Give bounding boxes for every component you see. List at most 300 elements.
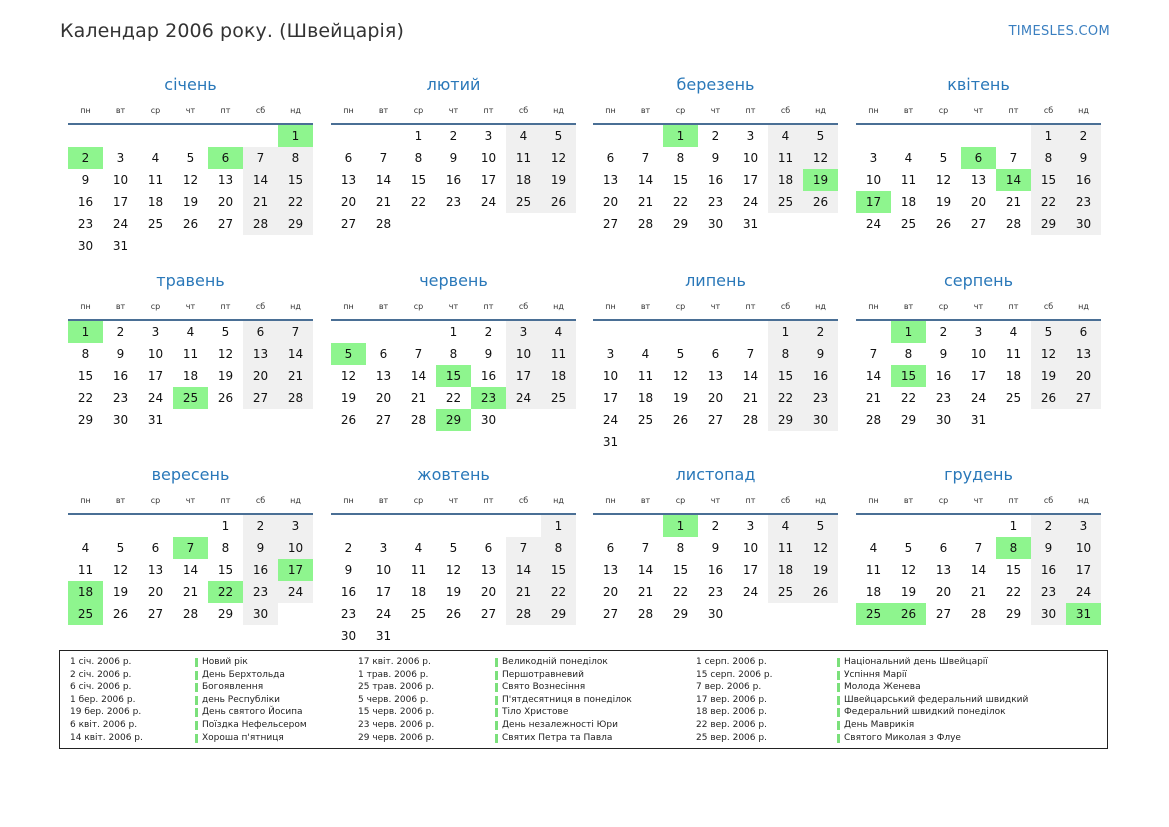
- day-cell: 8: [81, 347, 90, 361]
- day-cell: 5: [939, 151, 948, 165]
- month-name: червень: [419, 271, 488, 290]
- day-cell: 27: [1066, 387, 1101, 409]
- day-cell: 10: [742, 541, 759, 555]
- day-cell: 2: [939, 325, 948, 339]
- day-cell: 5: [221, 325, 230, 339]
- holiday-date: 5 черв. 2006 р.: [358, 694, 429, 705]
- weekday-label: вт: [640, 106, 651, 115]
- day-cell: 22: [541, 581, 576, 603]
- weekday-label: пн: [343, 496, 354, 505]
- day-cell: 24: [375, 607, 392, 621]
- weekday-label: нд: [815, 106, 826, 115]
- day-cell: 20: [340, 195, 357, 209]
- day-cell: 1: [414, 129, 423, 143]
- month-7: [593, 269, 838, 449]
- holiday-day-cell: 1: [891, 321, 926, 343]
- weekday-header: [68, 496, 313, 510]
- day-cell: 8: [278, 147, 313, 169]
- holiday-day-cell: 25: [856, 603, 891, 625]
- day-cell: 8: [676, 151, 685, 165]
- weekday-label: нд: [553, 106, 564, 115]
- holiday-name: П'ятдесятниця в понеділок: [502, 694, 632, 705]
- day-cell: 17: [112, 195, 129, 209]
- holiday-date: 1 січ. 2006 р.: [70, 657, 132, 667]
- weekday-label: пт: [1008, 106, 1019, 115]
- day-cell: 4: [541, 321, 576, 343]
- day-cell: 4: [768, 515, 803, 537]
- day-cell: 21: [1005, 195, 1022, 209]
- weekday-label: нд: [290, 496, 301, 505]
- day-cell: 29: [278, 213, 313, 235]
- day-cell: 15: [768, 365, 803, 387]
- day-cell: 7: [746, 347, 755, 361]
- day-cell: 21: [637, 195, 654, 209]
- day-cell: 13: [970, 173, 987, 187]
- day-cell: 7: [974, 541, 983, 555]
- weekday-label: чт: [973, 496, 984, 505]
- day-cell: 16: [803, 365, 838, 387]
- day-cell: 23: [707, 195, 724, 209]
- weekday-label: вт: [378, 496, 389, 505]
- holiday-date: 23 черв. 2006 р.: [358, 719, 435, 730]
- day-cell: 22: [77, 391, 94, 405]
- day-cell: 13: [602, 173, 619, 187]
- holiday-date: 17 вер. 2006 р.: [696, 694, 767, 705]
- day-cell: 23: [77, 217, 94, 231]
- day-cell: 6: [711, 347, 720, 361]
- day-cell: 26: [803, 581, 838, 603]
- holiday-name: Молода Женева: [844, 682, 921, 693]
- holiday-row: [358, 681, 718, 694]
- day-cell: 1: [449, 325, 458, 339]
- holiday-day-cell: 6: [208, 147, 243, 169]
- weekday-label: вт: [115, 106, 126, 115]
- weekday-label: нд: [553, 302, 564, 311]
- day-cell: 13: [1066, 343, 1101, 365]
- day-cell: 27: [147, 607, 164, 621]
- day-cell: 16: [935, 369, 952, 383]
- day-cell: 14: [742, 369, 759, 383]
- day-cell: 5: [803, 125, 838, 147]
- month-name: грудень: [944, 465, 1013, 484]
- day-cell: 20: [602, 585, 619, 599]
- day-cell: 23: [1066, 191, 1101, 213]
- holiday-name: День незалежності Юри: [502, 719, 618, 730]
- weekday-label: ср: [413, 106, 424, 115]
- holiday-marker: [195, 721, 198, 730]
- day-cell: 8: [449, 347, 458, 361]
- day-cell: 13: [147, 563, 164, 577]
- day-cell: 8: [904, 347, 913, 361]
- day-cell: 1: [1031, 125, 1066, 147]
- holiday-marker: [495, 671, 498, 680]
- day-cell: 25: [768, 191, 803, 213]
- day-cell: 22: [768, 387, 803, 409]
- day-cell: 20: [243, 365, 278, 387]
- day-cell: 15: [410, 173, 427, 187]
- holiday-name: Новий рік: [202, 657, 248, 667]
- day-cell: 24: [970, 391, 987, 405]
- holiday-row: [358, 706, 718, 719]
- day-cell: 30: [707, 217, 724, 231]
- holiday-day-cell: 1: [278, 125, 313, 147]
- weekday-label: пт: [1008, 302, 1019, 311]
- weekday-header: [593, 496, 838, 510]
- weekday-label: пн: [868, 496, 879, 505]
- day-cell: 31: [602, 435, 619, 449]
- weekday-label: пт: [745, 302, 756, 311]
- day-cell: 7: [506, 537, 541, 559]
- month-name: квітень: [947, 75, 1010, 94]
- day-cell: 25: [147, 217, 164, 231]
- day-cell: 19: [445, 585, 462, 599]
- day-cell: 28: [506, 603, 541, 625]
- day-cell: 15: [217, 563, 234, 577]
- day-cell: 9: [1066, 147, 1101, 169]
- day-cell: 3: [606, 347, 615, 361]
- month-12: [856, 463, 1101, 621]
- holiday-marker: [837, 696, 840, 705]
- holiday-name: Федеральний швидкий понеділок: [844, 707, 1006, 718]
- holiday-day-cell: 25: [68, 603, 103, 625]
- holiday-date: 1 бер. 2006 р.: [70, 694, 136, 705]
- day-cell: 11: [77, 563, 94, 577]
- holiday-day-cell: 29: [436, 409, 471, 431]
- day-cell: 18: [147, 195, 164, 209]
- month-3: [593, 73, 838, 231]
- day-cell: 10: [278, 537, 313, 559]
- day-cell: 5: [803, 515, 838, 537]
- day-cell: 16: [707, 173, 724, 187]
- holiday-day-cell: 1: [68, 321, 103, 343]
- month-name: травень: [156, 271, 225, 290]
- day-cell: 19: [935, 195, 952, 209]
- weekday-header: [331, 106, 576, 120]
- day-cell: 4: [151, 151, 160, 165]
- day-cell: 23: [803, 387, 838, 409]
- weekday-label: сб: [518, 106, 529, 115]
- holiday-day-cell: 5: [331, 343, 366, 365]
- weekday-label: пт: [220, 496, 231, 505]
- weekday-label: нд: [553, 496, 564, 505]
- day-cell: 13: [935, 563, 952, 577]
- day-cell: 28: [182, 607, 199, 621]
- day-cell: 5: [541, 125, 576, 147]
- weekday-label: чт: [973, 106, 984, 115]
- month-name: лютий: [426, 75, 481, 94]
- holiday-list: [59, 650, 1108, 749]
- day-cell: 15: [541, 559, 576, 581]
- day-cell: 19: [112, 585, 129, 599]
- day-cell: 7: [1009, 151, 1018, 165]
- day-cell: 28: [970, 607, 987, 621]
- weekday-label: чт: [710, 302, 721, 311]
- day-cell: 5: [449, 541, 458, 555]
- weekday-label: чт: [973, 302, 984, 311]
- holiday-row: [358, 656, 718, 669]
- day-cell: 21: [243, 191, 278, 213]
- day-cell: 12: [900, 563, 917, 577]
- day-cell: 30: [112, 413, 129, 427]
- holiday-date: 2 січ. 2006 р.: [70, 669, 132, 680]
- weekday-label: нд: [815, 302, 826, 311]
- day-cell: 18: [637, 391, 654, 405]
- weekday-label: вт: [640, 302, 651, 311]
- holiday-date: 18 вер. 2006 р.: [696, 707, 767, 718]
- day-cell: 16: [480, 369, 497, 383]
- day-cell: 21: [970, 585, 987, 599]
- weekday-label: сб: [1043, 106, 1054, 115]
- holiday-day-cell: 22: [208, 581, 243, 603]
- day-cell: 27: [375, 413, 392, 427]
- day-cell: 7: [243, 147, 278, 169]
- day-cell: 26: [217, 391, 234, 405]
- holiday-day-cell: 6: [961, 147, 996, 169]
- day-cell: 1: [768, 321, 803, 343]
- holiday-row: [696, 669, 1056, 682]
- day-cell: 6: [151, 541, 160, 555]
- day-cell: 17: [506, 365, 541, 387]
- day-cell: 4: [641, 347, 650, 361]
- day-cell: 27: [602, 607, 619, 621]
- month-name: березень: [676, 75, 755, 94]
- day-cell: 17: [1066, 559, 1101, 581]
- day-cell: 3: [746, 519, 755, 533]
- weekday-label: пт: [745, 496, 756, 505]
- day-cell: 14: [243, 169, 278, 191]
- month-4: [856, 73, 1101, 231]
- day-cell: 18: [1005, 369, 1022, 383]
- day-cell: 25: [541, 387, 576, 409]
- day-cell: 15: [278, 169, 313, 191]
- day-cell: 15: [672, 563, 689, 577]
- day-cell: 2: [1066, 125, 1101, 147]
- holiday-marker: [837, 721, 840, 730]
- day-cell: 29: [217, 607, 234, 621]
- day-cell: 30: [803, 409, 838, 431]
- weekday-label: пт: [220, 302, 231, 311]
- day-cell: 2: [711, 519, 720, 533]
- day-cell: 4: [506, 125, 541, 147]
- holiday-date: 6 січ. 2006 р.: [70, 682, 132, 693]
- day-cell: 29: [672, 607, 689, 621]
- weekday-header: [856, 106, 1101, 120]
- holiday-date: 14 квіт. 2006 р.: [70, 732, 143, 743]
- weekday-label: пт: [483, 106, 494, 115]
- day-cell: 16: [243, 559, 278, 581]
- day-cell: 12: [340, 369, 357, 383]
- weekday-label: пн: [343, 106, 354, 115]
- day-cell: 11: [1005, 347, 1022, 361]
- holiday-row: [696, 681, 1056, 694]
- holiday-day-cell: 25: [173, 387, 208, 409]
- weekday-label: сб: [518, 496, 529, 505]
- day-cell: 12: [182, 173, 199, 187]
- holiday-day-cell: 19: [803, 169, 838, 191]
- day-cell: 12: [1031, 343, 1066, 365]
- day-cell: 6: [606, 541, 615, 555]
- holiday-day-cell: 17: [278, 559, 313, 581]
- day-cell: 3: [746, 129, 755, 143]
- holiday-name: День Берхтольда: [202, 669, 285, 680]
- day-cell: 31: [375, 629, 392, 643]
- holiday-marker: [195, 683, 198, 692]
- day-cell: 10: [865, 173, 882, 187]
- weekday-label: ср: [150, 302, 161, 311]
- holiday-name: Успіння Марії: [844, 669, 907, 680]
- day-cell: 6: [243, 321, 278, 343]
- day-cell: 30: [1031, 603, 1066, 625]
- day-cell: 19: [803, 559, 838, 581]
- day-cell: 9: [711, 151, 720, 165]
- weekday-label: сб: [518, 302, 529, 311]
- weekday-label: чт: [185, 106, 196, 115]
- day-cell: 5: [676, 347, 685, 361]
- weekday-label: пт: [220, 106, 231, 115]
- day-cell: 29: [1031, 213, 1066, 235]
- day-cell: 5: [1031, 321, 1066, 343]
- weekday-label: ср: [150, 496, 161, 505]
- holiday-column: [358, 656, 718, 744]
- day-cell: 15: [1031, 169, 1066, 191]
- day-cell: 25: [768, 581, 803, 603]
- day-cell: 26: [803, 191, 838, 213]
- day-cell: 14: [278, 343, 313, 365]
- day-cell: 23: [1031, 581, 1066, 603]
- weekday-label: чт: [185, 496, 196, 505]
- day-cell: 30: [340, 629, 357, 643]
- day-cell: 20: [375, 391, 392, 405]
- day-cell: 6: [606, 151, 615, 165]
- day-cell: 18: [865, 585, 882, 599]
- day-cell: 14: [637, 173, 654, 187]
- day-cell: 22: [672, 585, 689, 599]
- day-cell: 21: [410, 391, 427, 405]
- day-cell: 22: [1005, 585, 1022, 599]
- day-cell: 12: [672, 369, 689, 383]
- holiday-row: [358, 669, 718, 682]
- day-cell: 19: [217, 369, 234, 383]
- day-cell: 11: [541, 343, 576, 365]
- day-cell: 20: [1066, 365, 1101, 387]
- month-name: листопад: [675, 465, 756, 484]
- holiday-date: 22 вер. 2006 р.: [696, 719, 767, 730]
- day-cell: 17: [375, 585, 392, 599]
- month-10: [331, 463, 576, 643]
- day-cell: 8: [1031, 147, 1066, 169]
- day-cell: 11: [147, 173, 164, 187]
- day-cell: 28: [1005, 217, 1022, 231]
- weekday-label: нд: [815, 496, 826, 505]
- day-cell: 4: [414, 541, 423, 555]
- weekday-header: [593, 106, 838, 120]
- day-cell: 27: [340, 217, 357, 231]
- day-cell: 21: [182, 585, 199, 599]
- holiday-marker: [495, 683, 498, 692]
- day-cell: 20: [707, 391, 724, 405]
- day-cell: 28: [865, 413, 882, 427]
- day-cell: 4: [81, 541, 90, 555]
- weekday-header: [331, 496, 576, 510]
- month-11: [593, 463, 838, 621]
- day-cell: 9: [81, 173, 90, 187]
- holiday-name: Святого Миколая з Флуе: [844, 732, 961, 743]
- day-cell: 21: [375, 195, 392, 209]
- weekday-label: пт: [483, 302, 494, 311]
- brand-link[interactable]: TIMESLES.COM: [1008, 24, 1110, 39]
- day-cell: 24: [865, 217, 882, 231]
- day-cell: 11: [637, 369, 654, 383]
- weekday-label: нд: [1078, 302, 1089, 311]
- day-cell: 19: [182, 195, 199, 209]
- day-cell: 23: [707, 585, 724, 599]
- day-cell: 17: [742, 563, 759, 577]
- day-cell: 20: [147, 585, 164, 599]
- day-cell: 4: [186, 325, 195, 339]
- weekday-label: вт: [115, 496, 126, 505]
- day-cell: 31: [742, 217, 759, 231]
- day-cell: 3: [278, 515, 313, 537]
- day-cell: 28: [637, 607, 654, 621]
- holiday-day-cell: 15: [891, 365, 926, 387]
- day-cell: 13: [707, 369, 724, 383]
- holiday-name: Святих Петра та Павла: [502, 732, 613, 743]
- weekday-label: нд: [1078, 106, 1089, 115]
- weekday-label: нд: [1078, 496, 1089, 505]
- holiday-date: 25 вер. 2006 р.: [696, 732, 767, 743]
- day-cell: 22: [900, 391, 917, 405]
- day-cell: 2: [803, 321, 838, 343]
- weekday-label: сб: [1043, 496, 1054, 505]
- day-cell: 26: [935, 217, 952, 231]
- holiday-marker: [195, 708, 198, 717]
- weekday-label: чт: [710, 496, 721, 505]
- day-cell: 3: [379, 541, 388, 555]
- day-cell: 7: [414, 347, 423, 361]
- weekday-label: сб: [1043, 302, 1054, 311]
- month-name: вересень: [151, 465, 230, 484]
- holiday-name: Швейцарський федеральний швидкий: [844, 694, 1029, 705]
- day-cell: 3: [869, 151, 878, 165]
- day-cell: 2: [449, 129, 458, 143]
- day-cell: 26: [182, 217, 199, 231]
- day-cell: 8: [541, 537, 576, 559]
- day-cell: 24: [147, 391, 164, 405]
- day-cell: 19: [672, 391, 689, 405]
- day-cell: 27: [970, 217, 987, 231]
- day-cell: 6: [379, 347, 388, 361]
- day-cell: 22: [410, 195, 427, 209]
- day-cell: 17: [147, 369, 164, 383]
- day-cell: 9: [803, 343, 838, 365]
- weekday-label: вт: [378, 106, 389, 115]
- holiday-row: [696, 732, 1056, 745]
- weekday-label: чт: [448, 106, 459, 115]
- day-cell: 6: [484, 541, 493, 555]
- day-cell: 20: [480, 585, 497, 599]
- weekday-header: [856, 302, 1101, 316]
- holiday-marker: [837, 734, 840, 743]
- weekday-label: ср: [675, 496, 686, 505]
- day-cell: 27: [935, 607, 952, 621]
- holiday-day-cell: 1: [663, 515, 698, 537]
- weekday-label: сб: [780, 302, 791, 311]
- day-cell: 18: [410, 585, 427, 599]
- day-cell: 20: [217, 195, 234, 209]
- weekday-label: ср: [413, 496, 424, 505]
- holiday-name: Першотравневий: [502, 669, 584, 680]
- weekday-label: пн: [868, 106, 879, 115]
